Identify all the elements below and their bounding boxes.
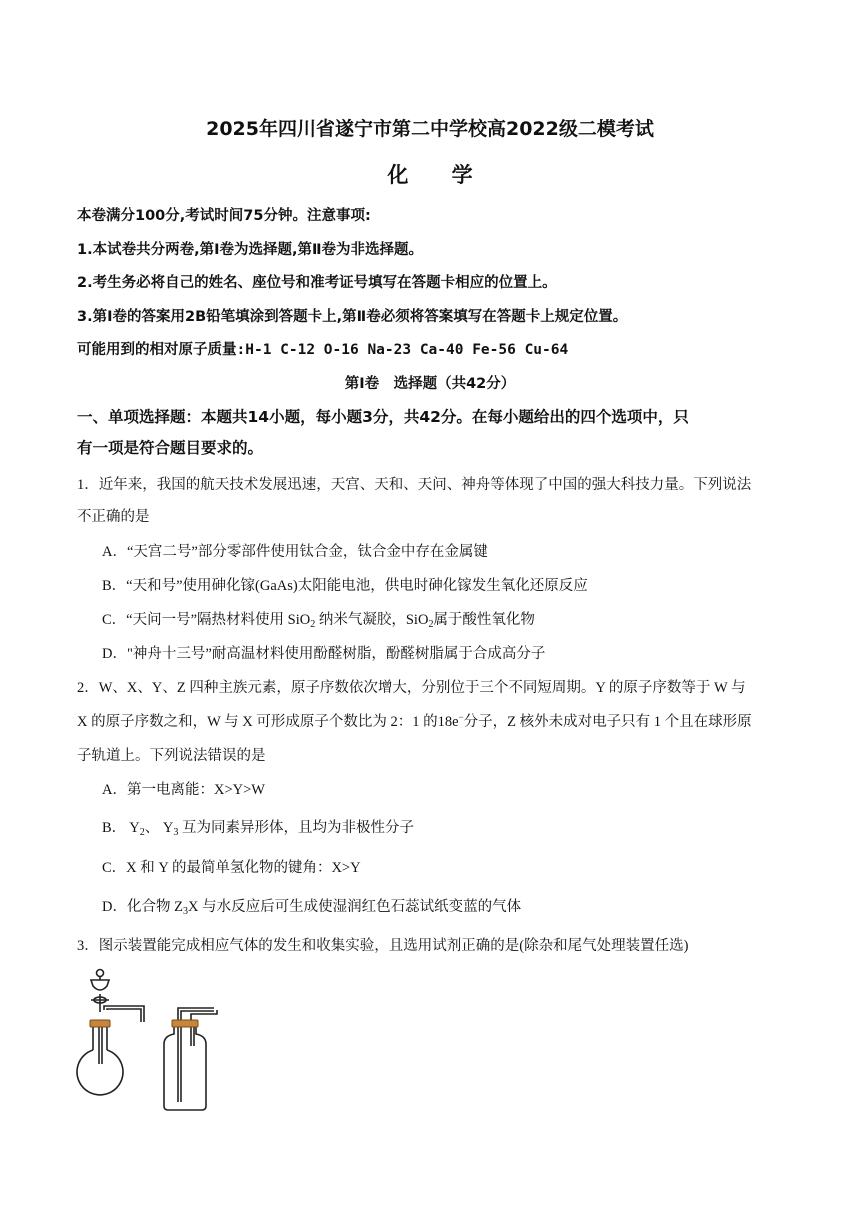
subject-heading: 化 学 [387,163,491,187]
flask-stopper [90,1020,110,1027]
question-1-stem-line1: 1．近年来，我国的航天技术发展迅速，天宫、天和、天问、神舟等体现了中国的强大科技力量。下列说法 [77,477,752,493]
section-title: 第Ⅰ卷 选择题（共42分） [344,376,516,392]
round-bottom-flask-with-dropping-funnel-icon [77,970,144,1095]
exam-note-3: 3.第Ⅰ卷的答案用2B铅笔填涂到答题卡上,第Ⅱ卷必须将答案填写在答题卡上规定位置。 [77,309,628,325]
gas-apparatus-figure [74,964,244,1114]
question-1-option-c: C．“天问一号”隔热材料使用 SiO$_2$ 纳米气凝胶，SiO$_2$属于酸性氧化物 [102,612,535,630]
bottle-stopper [172,1020,198,1027]
question-2-stem-line3: 子轨道上。下列说法错误的是 [77,748,266,764]
question-2-option-c: C．X 和 Y 的最简单氢化物的键角：X>Y [102,860,361,876]
question-1-option-d: D．"神舟十三号”耐高温材料使用酚醛树脂，酚醛树脂属于合成高分子 [102,646,546,662]
exam-note-1: 1.本试卷共分两卷,第Ⅰ卷为选择题,第Ⅱ卷为非选择题。 [77,242,424,258]
question-2-option-a: A．第一电离能：X>Y>W [102,782,265,798]
section-instruction-line2: 有一项是符合题目要求的。 [77,439,264,457]
question-2-stem-line1: 2．W、X、Y、Z 四种主族元素，原子序数依次增大，分别位于三个不同短周期。Y 的原子序数等于 W 与 [77,680,746,696]
exam-title: 2025年四川省遂宁市第二中学校高2022级二模考试 [206,118,654,140]
section-instruction-line1: 一、单项选择题：本题共14小题，每小题3分，共42分。在每小题给出的四个选项中，只 [77,408,689,426]
question-1-stem-line2: 不正确的是 [77,509,150,525]
question-1-option-a: A．“天宫二号”部分零部件使用钛合金，钛合金中存在金属键 [102,544,488,560]
question-2-option-d: D．化合物 $Z_3X$ 与水反应后可生成使湿润红色石蕊试纸变蓝的气体 [102,899,522,917]
question-3-stem-line1: 3．图示装置能完成相应气体的发生和收集实验，且选用试剂正确的是(除杂和尾气处理装置任选) [77,938,689,954]
exam-note-2: 2.考生务必将自己的姓名、座位号和准考证号填写在答题卡相应的位置上。 [77,275,557,291]
exam-note-intro: 本卷满分100分,考试时间75分钟。注意事项: [77,208,371,224]
atomic-mass-note: 可能用到的相对原子质量:H-1 C-12 O-16 Na-23 Ca-40 Fe-56 Cu-64 [77,342,569,358]
question-2-option-b: B． $Y_2$、 $Y_3$ 互为同素异形体，且均为非极性分子 [102,820,414,838]
question-2-stem-line2: X 的原子序数之和，W 与 X 可形成原子个数比为 2：1 的18e−分子，Z 核外未成对电子只有 1 个且在球形原 [77,712,752,730]
question-1-option-b: B．“天和号”使用砷化镓(GaAs)太阳能电池，供电时砷化镓发生氧化还原反应 [102,578,588,594]
